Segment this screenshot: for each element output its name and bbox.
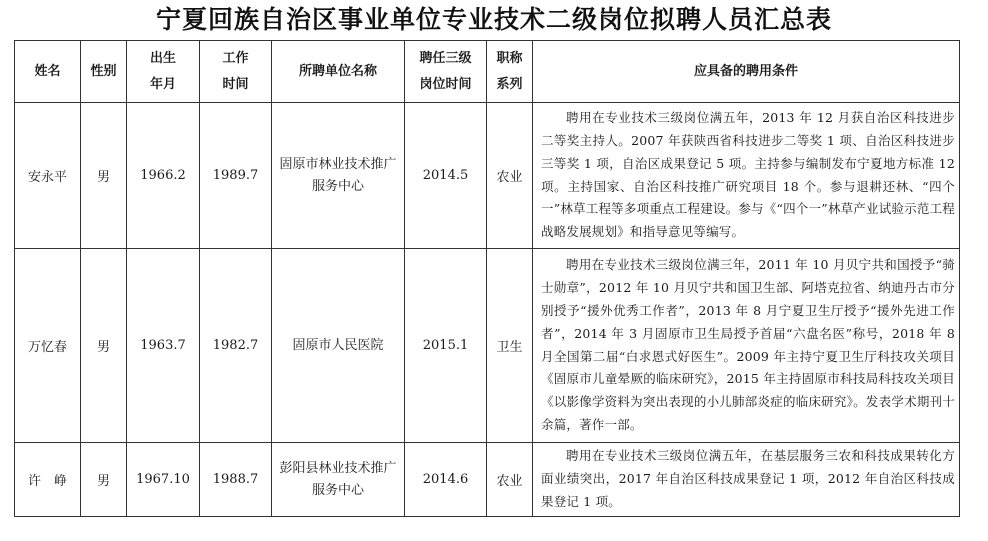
header-appoint-line2: 岗位时间 xyxy=(419,76,472,92)
header-birth-line2: 年月 xyxy=(149,76,176,92)
header-series-line1: 职称 xyxy=(496,50,523,66)
cell-name: 万忆春 xyxy=(15,249,81,443)
cell-appoint: 2014.6 xyxy=(405,443,487,517)
cell-unit: 固原市人民医院 xyxy=(272,249,405,443)
cell-birth: 1966.2 xyxy=(127,103,200,249)
header-birth-line1: 出生 xyxy=(149,50,176,66)
cell-name: 安永平 xyxy=(15,103,81,249)
header-work xyxy=(200,41,272,103)
header-series-line2: 系列 xyxy=(496,76,523,92)
cell-work: 1989.7 xyxy=(200,103,272,249)
cell-work: 1988.7 xyxy=(200,443,272,517)
personnel-table xyxy=(14,40,960,517)
table-row xyxy=(15,103,960,249)
cell-series: 农业 xyxy=(487,443,533,517)
header-work-line2: 时间 xyxy=(222,76,249,92)
header-appoint-line1: 聘任三级 xyxy=(419,50,472,66)
header-row xyxy=(15,41,960,103)
header-gender: 性别 xyxy=(81,41,127,103)
cell-gender: 男 xyxy=(81,443,127,517)
header-appoint xyxy=(405,41,487,103)
cell-gender: 男 xyxy=(81,249,127,443)
cell-series: 卫生 xyxy=(487,249,533,443)
cell-conditions: 聘用在专业技术三级岗位满五年，2013 年 12 月获自治区科技进步二等奖主持人。2007 年获陕西省科技进步二等奖 1 项、自治区科技进步三等奖 1 项，自治区成果登记 5 项。主持参与编制发布宁夏地方标准 12 项。主持国家、自治区科技推广研究项目 18 个。参与退耕还林、“四个一”林草工程等多项重点工程建设。参与《“四个一”林草产业试验示范工程战略发展规划》和指导意见等编写。 xyxy=(533,103,960,249)
cell-birth: 1967.10 xyxy=(127,443,200,517)
cell-birth: 1963.7 xyxy=(127,249,200,443)
header-birth xyxy=(127,41,200,103)
table-row xyxy=(15,443,960,517)
header-name: 姓名 xyxy=(15,41,81,103)
table-row xyxy=(15,249,960,443)
cell-unit: 彭阳县林业技术推广服务中心 xyxy=(272,443,405,517)
page-title: 宁夏回族自治区事业单位专业技术二级岗位拟聘人员汇总表 xyxy=(155,5,832,34)
cell-work: 1982.7 xyxy=(200,249,272,443)
header-conditions: 应具备的聘用条件 xyxy=(533,41,960,103)
header-unit: 所聘单位名称 xyxy=(272,41,405,103)
cell-gender: 男 xyxy=(81,103,127,249)
cell-appoint: 2014.5 xyxy=(405,103,487,249)
header-series xyxy=(487,41,533,103)
cell-series: 农业 xyxy=(487,103,533,249)
cell-unit: 固原市林业技术推广服务中心 xyxy=(272,103,405,249)
cell-conditions: 聘用在专业技术三级岗位满五年，在基层服务三农和科技成果转化方面业绩突出，2017 年自治区科技成果登记 1 项，2012 年自治区科技成果登记 1 项。 xyxy=(533,443,960,517)
cell-conditions: 聘用在专业技术三级岗位满三年，2011 年 10 月贝宁共和国授予“骑士勋章”，2012 年 10 月贝宁共和国卫生部、阿塔克拉省、纳迪丹古市分别授予“援外优秀工作者”，2013 年 8 月宁夏卫生厅授予“援外先进工作者”，2014 年 3 月固原市卫生局授予首届“六盘名医”称号，2018 年 8 月全国第二届“白求恩式好医生”。2009 年主持宁夏卫生厅科技攻关项目《固原市儿童晕厥的临床研究》，2015 年主持固原市科技局科技攻关项目《以影像学资料为突出表现的小儿肺部炎症的临床研究》。发表学术期刊十余篇，著作一部。 xyxy=(533,249,960,443)
header-work-line1: 工作 xyxy=(222,50,249,66)
cell-appoint: 2015.1 xyxy=(405,249,487,443)
cell-name: 许 峥 xyxy=(15,443,81,517)
